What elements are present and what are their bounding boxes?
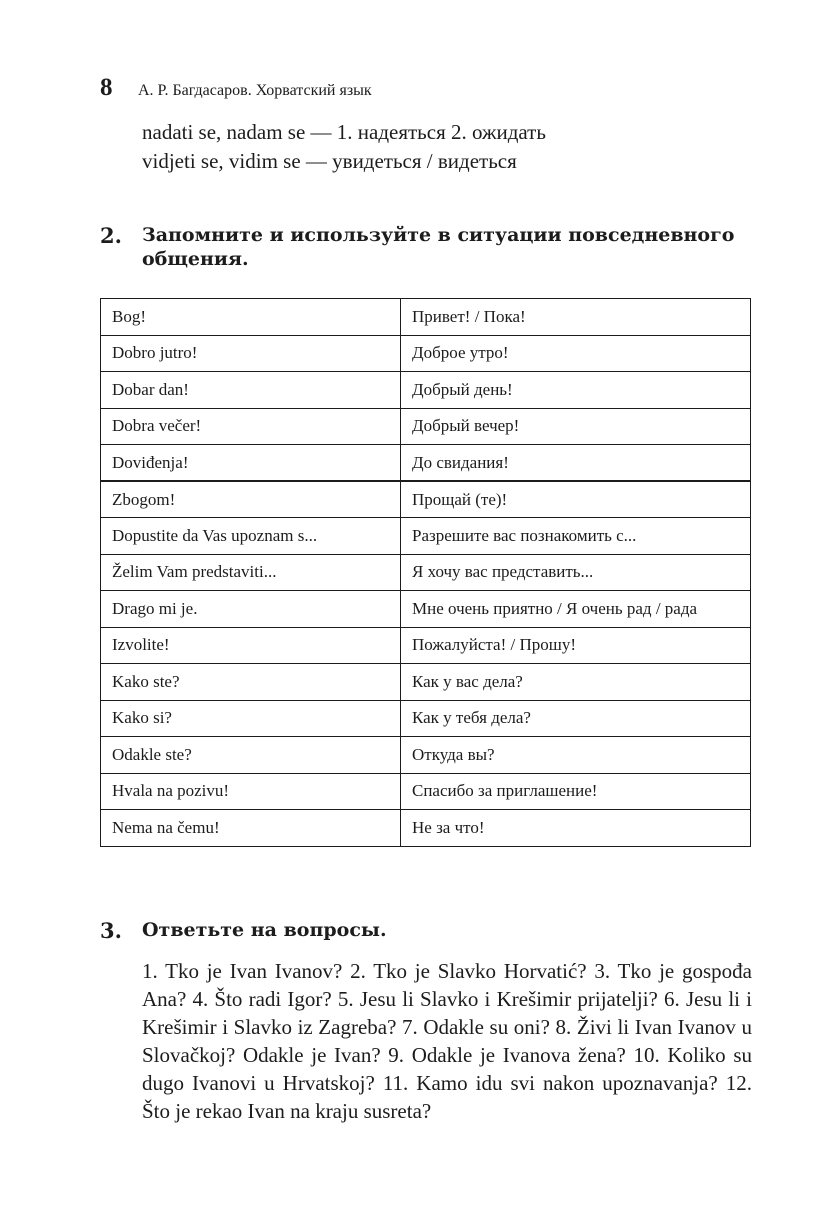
- table-row: [101, 518, 751, 555]
- exercise-title: Запомните и используйте в ситуации повседневного общения.: [142, 224, 735, 270]
- croatian-phrase-cell: Nema na čemu!: [101, 810, 401, 847]
- table-row: [101, 408, 751, 445]
- table-row: [101, 810, 751, 847]
- table-row: [101, 627, 751, 664]
- croatian-phrase-cell: Kako ste?: [101, 664, 401, 701]
- table-row: [101, 737, 751, 774]
- russian-translation-cell: Привет! / Пока!: [401, 299, 751, 336]
- croatian-phrase-cell: Izvolite!: [101, 627, 401, 664]
- table-row: [101, 700, 751, 737]
- croatian-phrase-cell: Hvala na pozivu!: [101, 773, 401, 810]
- russian-translation-cell: Разрешите вас познакомить с...: [401, 518, 751, 555]
- russian-translation-cell: Не за что!: [401, 810, 751, 847]
- questions-paragraph: 1. Tko je Ivan Ivanov? 2. Tko je Slavko Horvatić? 3. Tko je gospođa Ana? 4. Što radi Igor? 5. Jesu li Slavko i Krešimir prijatelji? 6. Jesu li i Krešimir i Slavko iz Zagreba? 7. Odakle su oni? 8. Živi li Ivan Ivanov u Slovačkoj? Odakle je Ivan? 9. Odakle je Ivanova žena? 10. Koliko su dugo Ivanovi u Hrvatskoj? 11. Kamo idu svi nakon upoznavanja? 12. Što je rekao Ivan na kraju susreta?: [142, 959, 752, 1123]
- table-row: [101, 554, 751, 591]
- russian-translation-cell: Мне очень приятно / Я очень рад / рада: [401, 591, 751, 628]
- table-row: [101, 335, 751, 372]
- croatian-phrase-cell: Kako si?: [101, 700, 401, 737]
- russian-translation-cell: Пожалуйста! / Прошу!: [401, 627, 751, 664]
- table-row: [101, 299, 751, 336]
- croatian-phrase-cell: Dopustite da Vas upoznam s...: [101, 518, 401, 555]
- running-head: [100, 74, 372, 102]
- table-row: [101, 372, 751, 409]
- croatian-phrase-cell: Doviđenja!: [101, 445, 401, 482]
- exercise-3-heading: [100, 918, 752, 943]
- russian-translation-cell: Как у вас дела?: [401, 664, 751, 701]
- table-row: [101, 773, 751, 810]
- croatian-phrase-cell: Želim Vam predstaviti...: [101, 554, 401, 591]
- exercise-number: 3.: [100, 918, 122, 943]
- phrase-table-body: [101, 299, 751, 847]
- vocabulary-line: vidjeti se, vidim se — увидеться / видеться: [142, 149, 517, 173]
- russian-translation-cell: Откуда вы?: [401, 737, 751, 774]
- table-row: [101, 591, 751, 628]
- russian-translation-cell: Добрый вечер!: [401, 408, 751, 445]
- croatian-phrase-cell: Bog!: [101, 299, 401, 336]
- running-title: А. Р. Багдасаров. Хорватский язык: [138, 82, 372, 99]
- russian-translation-cell: Как у тебя дела?: [401, 700, 751, 737]
- vocabulary-intro: [142, 118, 762, 176]
- croatian-phrase-cell: Zbogom!: [101, 481, 401, 518]
- croatian-phrase-cell: Dobro jutro!: [101, 335, 401, 372]
- exercise-title: Ответьте на вопросы.: [142, 919, 387, 941]
- russian-translation-cell: Доброе утро!: [401, 335, 751, 372]
- russian-translation-cell: Добрый день!: [401, 372, 751, 409]
- exercise-2-heading: [100, 223, 752, 271]
- russian-translation-cell: До свидания!: [401, 445, 751, 482]
- russian-translation-cell: Спасибо за приглашение!: [401, 773, 751, 810]
- table-row: [101, 445, 751, 482]
- phrase-table: [100, 298, 751, 847]
- croatian-phrase-cell: Odakle ste?: [101, 737, 401, 774]
- table-row: [101, 664, 751, 701]
- russian-translation-cell: Я хочу вас представить...: [401, 554, 751, 591]
- croatian-phrase-cell: Dobra večer!: [101, 408, 401, 445]
- exercise-number: 2.: [100, 223, 122, 248]
- table-row: [101, 481, 751, 518]
- page-number: 8: [100, 74, 113, 101]
- russian-translation-cell: Прощай (те)!: [401, 481, 751, 518]
- croatian-phrase-cell: Drago mi je.: [101, 591, 401, 628]
- vocabulary-line: nadati se, nadam se — 1. надеяться 2. ожидать: [142, 120, 546, 144]
- croatian-phrase-cell: Dobar dan!: [101, 372, 401, 409]
